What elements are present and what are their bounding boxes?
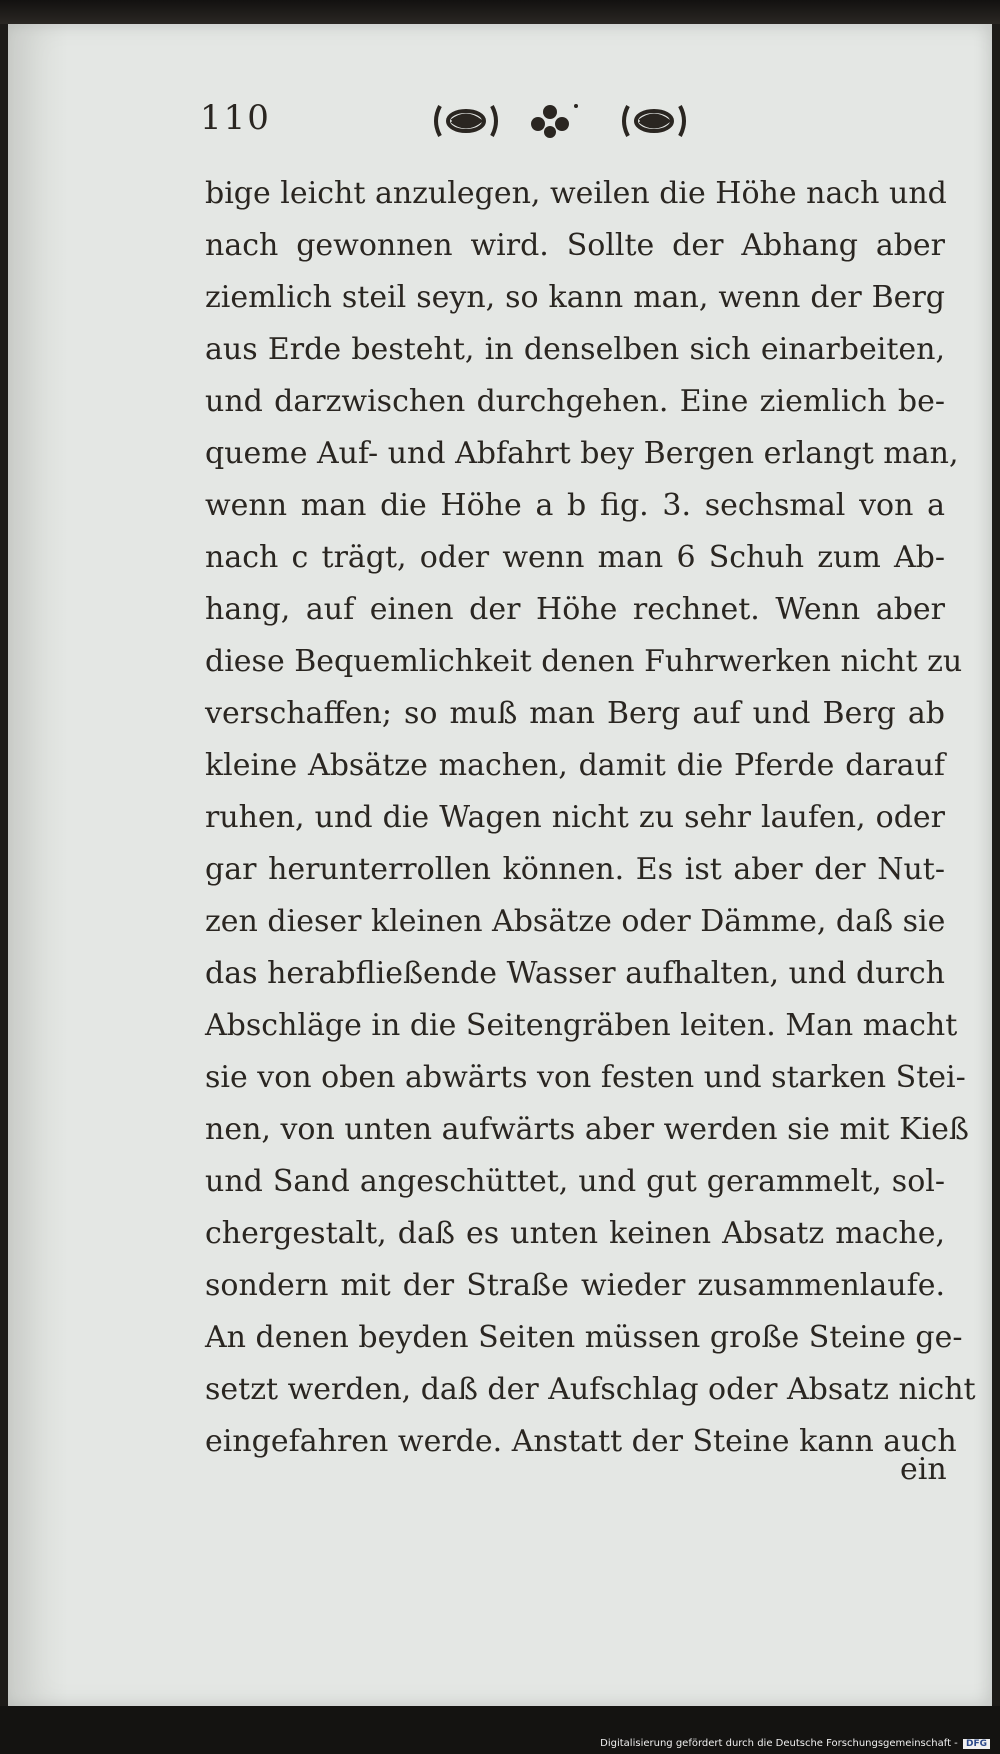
text-line: nach c trägt, oder wenn man 6 Schuh zum Ab- (205, 540, 945, 575)
text-line: eingefahren werde. Anstatt der Steine kann auch (205, 1424, 957, 1459)
text-line: setzt werden, daß der Aufschlag oder Absatz nicht (205, 1372, 976, 1407)
text-line: das herabfließende Wasser aufhalten, und durch (205, 956, 945, 991)
body-text (205, 168, 976, 1468)
text-line: und Sand angeschüttet, und gut gerammelt, sol- (205, 1164, 945, 1199)
text-line: aus Erde besteht, in denselben sich einarbeiten, (205, 332, 945, 367)
page-number: 110 (200, 98, 271, 138)
text-line: nen, von unten aufwärts aber werden sie mit Kieß (205, 1112, 969, 1147)
header-ornament-icon (430, 96, 730, 146)
text-line: diese Bequemlichkeit denen Fuhrwerken nicht zu (205, 644, 963, 679)
text-line: sie von oben abwärts von festen und starken Stei- (205, 1060, 966, 1095)
text-line: hang, auf einen der Höhe rechnet. Wenn aber (205, 592, 945, 627)
text-line: Abschläge in die Seitengräben leiten. Man macht (205, 1008, 958, 1043)
text-line: sondern mit der Straße wieder zusammenlaufe. (205, 1268, 945, 1303)
text-line: chergestalt, daß es unten keinen Absatz mache, (205, 1216, 945, 1251)
text-line: verschaffen; so muß man Berg auf und Berg ab (205, 696, 945, 731)
text-line: nach gewonnen wird. Sollte der Abhang aber (205, 228, 945, 263)
gutter-shadow (8, 24, 68, 1706)
text-line: An denen beyden Seiten müssen große Steine ge- (205, 1320, 963, 1355)
text-line: kleine Absätze machen, damit die Pferde darauf (205, 748, 945, 783)
text-line: queme Auf- und Abfahrt bey Bergen erlangt man, (205, 436, 959, 471)
text-line: und darzwischen durchgehen. Eine ziemlich be- (205, 384, 945, 419)
text-line: ziemlich steil seyn, so kann man, wenn der Berg (205, 280, 945, 315)
text-line: wenn man die Höhe a b fig. 3. sechsmal von a (205, 488, 945, 523)
funding-text: Digitalisierung gefördert durch die Deutsche Forschungsgemeinschaft - (600, 1738, 958, 1749)
scan-top-edge (0, 0, 1000, 24)
text-line: gar herunterrollen können. Es ist aber der Nut- (205, 852, 945, 887)
text-line: bige leicht anzulegen, weilen die Höhe nach und (205, 176, 947, 211)
catchword: ein (900, 1452, 947, 1487)
funding-note (600, 1738, 990, 1749)
dfg-logo: DFG (963, 1739, 990, 1749)
text-line: ruhen, und die Wagen nicht zu sehr laufen, oder (205, 800, 945, 835)
text-line: zen dieser kleinen Absätze oder Dämme, daß sie (205, 904, 946, 939)
